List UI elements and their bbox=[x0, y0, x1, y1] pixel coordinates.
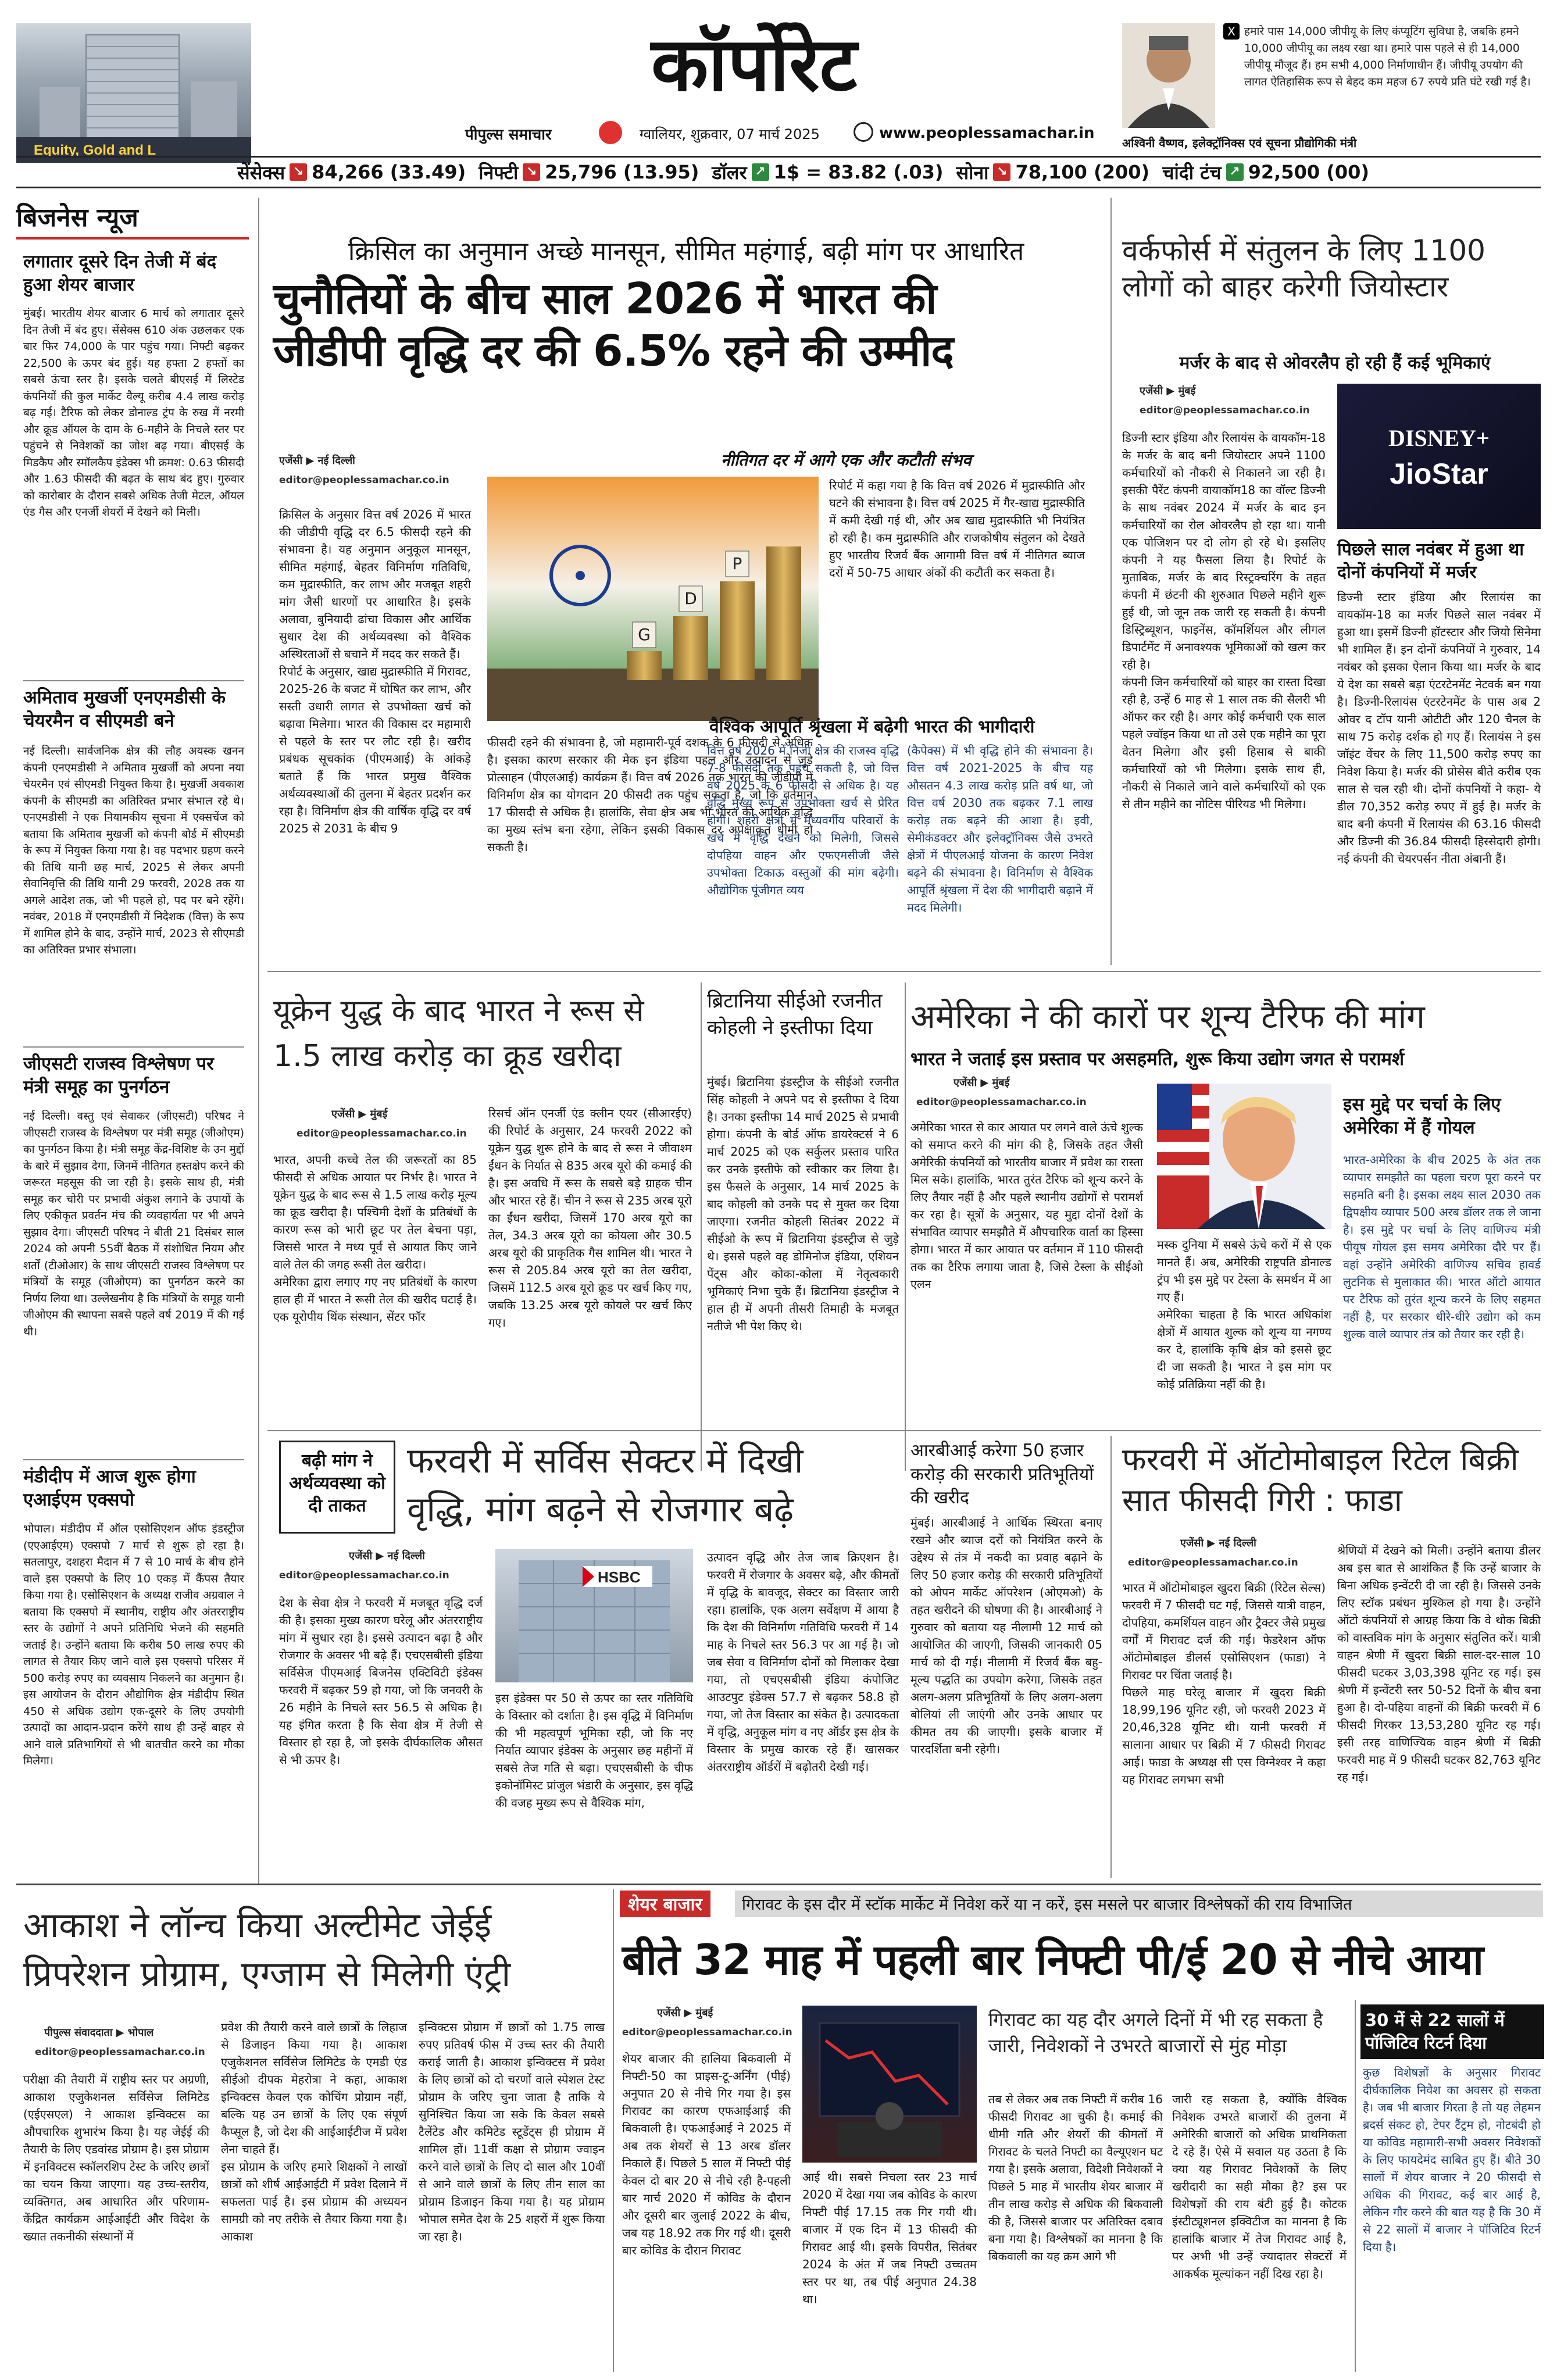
headline-share-market: लगातार दूसरे दिन तेजी में बंद हुआ शेयर बाजार bbox=[23, 251, 217, 296]
akash-byline: पीपुल्स संवाददाता ▶ भोपाल bbox=[44, 2027, 154, 2039]
divider bbox=[23, 680, 244, 681]
gdp-coins-image bbox=[487, 477, 819, 721]
section-rule bbox=[1110, 1430, 1541, 1431]
services-headline-line2: वृद्धि, मांग बढ़ने से रोजगार बढ़े bbox=[407, 1489, 794, 1530]
down-arrow-icon: ↘ bbox=[523, 163, 540, 181]
tariff-subhead: भारत ने जताई इस प्रस्ताव पर असहमति, शुरू किया उद्योग जगत से परामर्श bbox=[910, 1049, 1405, 1070]
rbi-headline: आरबीआई करेगा 50 हजार करोड़ की सरकारी प्रतिभूतियों की खरीद bbox=[910, 1441, 1094, 1508]
gdp-col3: रिपोर्ट में कहा गया है कि वित्त वर्ष 2026 में मुद्रास्फीति और घटने की संभावना है। वित्त वर्ष 2025 में गैर-खाद्य मुद्रास्फीति में कमी देखी गई थी, और अब खाद्य मुद्रास्फीति भी नियंत्रित हो रही है। कम मुद्रास्फीति और राजकोषीय संतुलन को देखते हुए भारतीय रिजर्व बैंक आगामी वित्त वर्ष में नीतिगत ब्याज दरों में 50-75 आधार अंकों की कटौती कर सकता है। bbox=[829, 478, 1085, 580]
britannia-headline: ब्रिटानिया सीईओ रजनीत कोहली ने इस्तीफा दिया bbox=[707, 989, 883, 1039]
tariff-email[interactable]: editor@peoplessamachar.co.in bbox=[916, 1096, 1087, 1108]
gdp-kicker: क्रिसिल का अनुमान अच्छे मानसून, सीमित महंगाई, बढ़ी मांग पर आधारित bbox=[348, 237, 1024, 266]
ticker-gold: सोना ↘ 78,100 (200) bbox=[956, 161, 1150, 184]
story-nmdc: नई दिल्ली। सार्वजनिक क्षेत्र की लौह अयस्क खनन कंपनी एनएमडीसी ने अमिताव मुखर्जी को अपना नया चेयरमैन एवं सीएमडी नियुक्त किया है। मुखर्जी अवकाश कंपनी के सीएमडी का अतिरिक्त प्रभार संभाल रहे थे। एनएमडीसी ने एक नियामकीय सूचना में एक्सचेंज को बताया कि अमिताव मुखर्जी को कंपनी बोर्ड में सीएमडी के रूप में नियुक्त किया गया है। वह पदभार ग्रहण करने की तिथि यानी छह मार्च, 2025 से लेकर अपनी सेवानिवृत्ति की तिथि यानी 29 फरवरी, 2028 तक या अगले आदेश तक, जो भी पहले हो, पद पर बने रहेंगे। नवंबर, 2018 में एनएमडीसी में निदेशक (वित्त) के रूप में शामिल होने के बाद, उन्होंने मार्च, 2023 से सीएमडी का अतिरिक्त प्रभार संभाला। bbox=[23, 745, 244, 956]
red-dot bbox=[599, 121, 622, 144]
headline-aim-expo: मंडीदीप में आज शुरू होगा एआईएम एक्सपो bbox=[23, 1466, 196, 1511]
goyal-side-story: भारत-अमेरिका के बीच 2025 के अंत तक व्यापार समझौते का पहला चरण पूरा करने पर सहमति बनी है। इसका लक्ष्य साल 2030 तक द्विपक्षीय व्यापार 500 अरब डॉलर तक ले जाना है। इस मुद्दे पर चर्चा के लिए वाणिज्य मंत्री पीयूष गोयल इस समय अमेरिका दौरे पर हैं। वहां उन्होंने अमेरिकी वाणिज्य सचिव हावर्ड लुटनिक से मुलाकात की। भारत ऑटो आयात पर टैरिफ को तुरंत शून्य करने के लिए सहमत नहीं है, पर सरकार धीरे-धीरे उद्योग को कम शुल्क वाले व्यापार तंत्र को तैयार कर रही है। bbox=[1343, 1153, 1541, 1341]
gdp-email[interactable]: editor@peoplessamachar.co.in bbox=[279, 474, 449, 486]
gdp-byline: एजेंसी ▶ नई दिल्ली bbox=[279, 455, 355, 467]
down-arrow-icon: ↘ bbox=[290, 163, 307, 181]
akash-col1: परीक्षा की तैयारी में राष्ट्रीय स्तर पर अग्रणी, आकाश एजुकेशनल सर्विसेज लिमिटेड (एईएसएल) ने आकाश इन्विक्टस का औपचारिक शुभारंभ किया है। यह जेईई की तैयारी के लिए एडवांस्ड प्रोग्राम है। इस प्रोग्राम में इनविक्टस स्कॉलरशिप टेस्ट के जरिए छात्रों का चयन किया जाएगा। यह उच्च-स्तरीय, व्यक्तिगत, अब आधारित और परिणाम-केंद्रित कार्यक्रम आईआईटी और विदेश के ख्यात तकनीकी संस्थानों में bbox=[23, 2072, 210, 2243]
market-col4: जारी रह सकता है, क्योंकि वैश्विक निवेशक उभरते बाजारों की तुलना में अमेरिकी बाजारों को अधिक प्राथमिकता दे रहे हैं। ऐसे में सवाल यह उठता है कि क्या यह गिरावट निवेशकों के लिए खरीदारी का सही मौका है? इस पर विशेषज्ञों की राय बंटी हुई है। कोटक इंस्टीट्यूशनल इक्विटीज का मानना है कि हालांकि बाजार में तेज गिरावट आई है, पर अभी भी उन्हें ज्यादातर सेक्टरों में आकर्षक मूल्यांकन नहीं दिख रहा है। bbox=[1172, 2092, 1347, 2281]
minister-quote: हमारे पास 14,000 जीपीयू के लिए कंप्यूटिंग सुविधा है, जबकि हमने 10,000 जीपीयू का लक्ष्य रखा था। हमारे पास पहले से ही 14,000 जीपीयू मौजूद हैं। हम सभी 4,000 निर्माणाधीन हैं। जीपीयू उपयोग की लागत ऐतिहासिक रूप से बेहद कम महज 67 रुपये प्रति घंटे रखी गई है। bbox=[1244, 25, 1531, 88]
section-rule bbox=[16, 1884, 1541, 1885]
column-rule bbox=[701, 982, 702, 1471]
auto-email[interactable]: editor@peoplessamachar.co.in bbox=[1128, 1557, 1298, 1568]
jio-col1: डिज्नी स्टार इंडिया और रिलायंस के वायकॉम-18 के मर्जर के बाद बनी जियोस्टार अपने 1100 कर्मचारियों को नौकरी से निकालने जा रही है। इसकी पैरेंट कंपनी वायाकॉम18 का वॉल्ट डिज्नी के साथ नवंबर 2024 में मर्जर के बाद इन कर्मचारियों का रोल ओवरलैप हो रहा था। यानी एक पोजिशन पर दो लोग हो रहे थे। इसलिए कंपनी ने यह फैसला लिया है। रिपोर्ट के मुताबिक, मर्जर के बाद रिस्ट्रक्चरिंग के तहत कंपनी में छंटनी की शुरुआत पिछले महीने शुरू हुई थी, जो जून तक जारी रह सकती है। कंपनी डिस्ट्रिब्यूशन, फाइनेंस, कॉमर्शियल और लीगल डिपार्टमेंट में अनावश्यक भूमिकाओं को खत्म कर रही है। कंपनी जिन कर्मचारियों को बाहर का रास्ता दिखा रही है, उन्हें 6 माह से 1 साल तक की सैलरी भी ऑफर कर रही है। अगर कोई कर्मचारी एक साल पहले ज्वॉइन किया था तो उसे एक महीने का पूरा वेतन मिलेगा और इसी हिसाब से बाकी कर्मचारियों को भी मिलेगा। इसके साथ ही, नौकरी से निकाले जाने वाले कर्मचारियों को एक से तीन महीने का नोटिस पीरियड भी मिलेगा। bbox=[1122, 431, 1326, 811]
column-rule bbox=[258, 198, 259, 1884]
akash-email[interactable]: editor@peoplessamachar.co.in bbox=[35, 2046, 205, 2058]
tariff-caption-text: मस्क दुनिया में सबसे ऊंचे करों में से एक मानते हैं। अब, अमेरिकी राष्ट्रपति डोनाल्ड ट्रंप भी इस मुद्दे पर टेस्ला के समर्थन में आ गए हैं। अमेरिका चाहता है कि भारत अधिकांश क्षेत्रों में आयात शुल्क को शून्य या नगण्य कर दे, हालांकि कृषि क्षेत्र को इससे छूट दी जा सकती है। भारत ने इस मांग पर कोई प्रतिक्रिया नहीं की है। bbox=[1157, 1238, 1331, 1391]
disney-plus-logo: DISNEY+ bbox=[1388, 425, 1490, 451]
gdp-col2: फीसदी रहने की संभावना है, जो महामारी-पूर्व दशक के 6 फीसदी से अधिक है। इसका कारण सरकार की मेक इन इंडिया पहल और उत्पादन से जुड़े प्रोत्साहन (पीएलआई) कार्यक्रम हैं। वित्त वर्ष 2026 तक भारत की जीडीपी में विनिर्माण क्षेत्र का योगदान 20 फीसदी तक पहुंच सकता है, जो कि वर्तमान 17 फीसदी से अधिक है। हालांकि, सेवा क्षेत्र अब भी भारत की आर्थिक वृद्धि का मुख्य स्तंभ बना रहेगा, लेकिन इसकी विकास दर अपेक्षाकृत धीमी हो सकती है। bbox=[487, 735, 813, 854]
divider bbox=[23, 1459, 244, 1460]
ticker-dollar: डॉलर ↗ 1$ = 83.82 (.03) bbox=[712, 161, 944, 184]
market-side-headline: 30 में से 22 सालों में पॉजिटिव रिटर्न दिया bbox=[1360, 2004, 1544, 2059]
story-aim-expo: भोपाल। मंडीदीप में ऑल एसोसिएशन ऑफ इंडस्ट्रीज (एएआईएम) एक्सपो 7 मार्च से शुरू हो रहा है। सतलापुर, दशहरा मैदान में 7 से 10 मार्च के बीच होने वाले इस एक्सपो के लिए 10 एकड़ में कैंपस तैयार किया गया है। एसोसिएशन के अध्यक्ष राजीव अग्रवाल ने बताया कि एक्सपो में स्थानीय, राष्ट्रीय और अंतरराष्ट्रीय स्तर के उद्योगों ने अपने प्रतिनिधि भेजने की सहमति जताई है। उन्होंने बताया कि करीब 50 लाख रुपए की लागत से तैयार किए जाने वाले इस एक्सपो परिसर में 500 करोड़ रुपए का व्यवसाय निकलने का अनुमान है। इस आयोजन के दौरान औद्योगिक क्षेत्र मंडीदीप स्थित 450 से अधिक उद्योग एक-दूसरे के लिए उपयोगी उत्पादों का आदान-प्रदान करेंगे साथ ही उन्हें बाहर से आने वाले प्रतिभागियों से भी बातचीत करने का मौका मिलेगा। bbox=[23, 1523, 244, 1767]
market-side-story: कुछ विशेषज्ञों के अनुसार गिरावट दीर्घकालिक निवेश का अवसर हो सकता है। जब भी बाजार गिरता है तो यह लेहमन ब्रदर्स संकट हो, टेपर टैंट्रम हो, नोटबंदी हो या कोविड महामारी-सभी अवसर निवेशकों के लिए फायदेमंद साबित हुए हैं। बीते 30 सालों में शेयर बाजार ने 20 फीसदी से अधिक की गिरावट, कई बार आई है, लेकिन गौर करने की बात यह है कि 30 में से 22 सालों में बाजार ने पॉजिटिव रिटर्न दिया है। bbox=[1363, 2065, 1541, 2254]
crude-col2: रिसर्च ऑन एनर्जी एंड क्लीन एयर (सीआरईए) की रिपोर्ट के अनुसार, 24 फरवरी 2022 को यूक्रेन युद्ध शुरू होने के बाद से रूस ने जीवाश्म ईंधन के निर्यात से 835 अरब यूरो की कमाई की है। इस अवधि में रूस के सबसे बड़े ग्राहक चीन और भारत रहे हैं। चीन ने रूस से 235 अरब यूरो का ईंधन खरीदा, जिसमें 170 अरब यूरो का तेल, 34.3 अरब यूरो का कोयला और 30.5 अरब यूरो की प्राकृतिक गैस शामिल थी। भारत ने रूस से 205.84 अरब यूरो का तेल खरीदा, जिसमें 112.5 अरब यूरो क्रूड पर खर्च किए गए, जबकि 13.25 अरब यूरो कोयले पर खर्च किए गए। bbox=[488, 1106, 692, 1330]
story-gst: नई दिल्ली। वस्तु एवं सेवाकर (जीएसटी) परिषद ने जीएसटी राजस्व के विश्लेषण पर मंत्री समूह (जीओएम) का पुनर्गठन किया है। मंत्री समूह केंद्र-विशिष्ट के उन मुद्दों के बारे में सुझाव देगा, जिनमें नीतिगत हस्तक्षेप करने की जरूरत महसूस की जा रही है। इसके साथ ही, मंत्री समूह कर चोरी पर प्रभावी अंकुश लगाने के उपायों के लिए एकीकृत प्रवर्तन मंच की व्यवहार्यता पर भी अपने सुझाव देगा। जीएसटी परिषद ने बीती 21 दिसंबर साल 2024 को अपनी 55वीं बैठक में संशोधित नियम और शर्तों (टीओआर) के साथ जीएसटी राजस्व विश्लेषण पर मंत्रियों के समूह (जीओएम) का पुनर्गठन करने का निर्णय लिया था। उल्लेखनीय है कि मंत्रियों के समूह यानी जीओएम की स्थापना सबसे पहले वर्ष 2019 में की गई थी। bbox=[23, 1110, 244, 1338]
tariff-headline: अमेरिका ने की कारों पर शून्य टैरिफ की मांग bbox=[910, 998, 1425, 1036]
jio-col2: डिज्नी स्टार इंडिया और रिलायंस का वायकॉम-18 का मर्जर पिछले साल नवंबर में हुआ था। इसमें डिज्नी हॉटस्टार और जियो सिनेमा भी शामिल हैं। इन दोनों कंपनियों ने गुरुवार, 14 नवंबर को इसका ऐलान किया था। मर्जर के बाद ये देश का सबसे बड़ा एंटरटेनमेंट नेटवर्क बन गया है। डिज्नी-रिलायंस एंटरटेनमेंट के पास अब 2 ओवर द टॉप यानी ओटीटी और 120 चैनल के साथ 75 करोड़ दर्शक हो गए हैं। रिलायंस ने इस जॉइंट वेंचर के लिए 11,500 करोड़ रुपए का निवेश किया है। मर्जर की प्रोसेस बीते करीब एक साल से चल रही थी। दोनों कंपनियों ने कहा- ये डील 70,352 करोड़ रुपए में हुई है। मर्जर के बाद बनी कंपनी में रिलायंस की 63.16 फीसदी और डिज्नी की 36.84 फीसदी हिस्सेदारी होगी। नई कंपनी की चेयरपर्सन नीता अंबानी हैं। bbox=[1337, 590, 1541, 866]
market-col1: शेयर बाजार की हालिया बिकवाली में निफ्टी-50 का प्राइस-टू-अर्निंग (पीई) अनुपात 20 से नीचे गिर गया है। इस गिरावट का कारण एफआईआई की बिकवाली है। एफआईआई ने 2025 में अब तक शेयरों से 13 अरब डॉलर निकाले हैं। पिछले 5 साल में निफ्टी पीई केवल दो बार 20 से नीचे रही है-पहली बार मार्च 2020 में कोविड के दौरान और दूसरी बार जुलाई 2022 के बीच, जब यह 18.92 तक गिर गई थी। दूसरी बार कोविड के दौरान गिरावट bbox=[622, 2052, 791, 2257]
market-byline: एजेंसी ▶ मुंबई bbox=[657, 2007, 713, 2019]
jio-byline: एजेंसी ▶ मुंबई bbox=[1140, 385, 1196, 397]
section-title: कॉर्पोरेट bbox=[651, 22, 858, 108]
market-strap: गिरावट के इस दौर में स्टॉक मार्केट में निवेश करें या न करें, इस मसले पर बाजार विश्लेषकों की राय विभाजित bbox=[735, 1891, 1543, 1917]
hsbc-sign: HSBC bbox=[598, 1568, 641, 1586]
crude-byline: एजेंसी ▶ मुंबई bbox=[331, 1108, 388, 1120]
section-rule bbox=[267, 971, 1541, 972]
tariff-byline: एजेंसी ▶ मुंबई bbox=[954, 1077, 1010, 1089]
akash-headline: आकाश ने लॉन्च किया अल्टीमेट जेईई प्रिपरेशन प्रोग्राम, एग्जाम से मिलेगी एंट्री bbox=[23, 1905, 511, 1995]
jio-headline: वर्कफोर्स में संतुलन के लिए 1100 लोगों को बाहर करेगी जियोस्टार bbox=[1122, 234, 1485, 303]
column-rule bbox=[1355, 2000, 1356, 2372]
jio-subhead: मर्जर के बाद से ओवरलैप हो रही हैं कई भूमिकाएं bbox=[1179, 353, 1491, 373]
crude-headline: यूक्रेन युद्ध के बाद भारत ने रूस से 1.5 लाख करोड़ का क्रूड खरीदा bbox=[273, 994, 644, 1074]
crude-email[interactable]: editor@peoplessamachar.co.in bbox=[297, 1128, 467, 1139]
market-tag: शेयर बाजार bbox=[620, 1891, 710, 1917]
gdp-col1: क्रिसिल के अनुसार वित्त वर्ष 2026 में भारत की जीडीपी वृद्धि दर 6.5 फीसदी रहने की संभावना है। यह अनुमान अनुकूल मानसून, सीमित महंगाई, बेहतर विनिर्माण गतिविधि, कम मुद्रास्फीति, कर लाभ और मजबूत शहरी मांग जैसी धारणों पर आधारित है। इसके अलावा, बुनियादी ढांचा विकास और आर्थिक सुधार देश की अर्थव्यवस्था को वैश्विक अस्थिरताओं से बचाने में मदद कर सकते हैं। रिपोर्ट के अनुसार, खाद्य मुद्रास्फीति में गिरावट, 2025-26 के बजट में घोषित कर लाभ, और सस्ती उधारी लागत से उपभोक्ता खर्च को बढ़ावा मिलेगा। भारत की विकास दर महामारी से पहले के स्तर पर लौट रही है। खरीद प्रबंधक सूचकांक (पीएमआई) के आंकड़े बताते हैं कि भारत प्रमुख वैश्विक अर्थव्यवस्थाओं की तुलना में बेहतर प्रदर्शन कर रहा है। विनिर्माण क्षेत्र की वार्षिक वृद्धि दर वर्ष 2025 से 2031 के बीच 9 bbox=[279, 508, 471, 835]
market-col2: आई थी। सबसे निचला स्तर 23 मार्च 2020 में देखा गया जब कोविड के कारण निफ्टी पीई 17.15 तक गिर गयी थी। बाजार में एक दिन में 13 फीसदी की गिरावट आई थी। इसके विपरीत, सितंबर 2024 के अंत में जब निफ्टी उच्चतम स्तर पर था, तब पीई अनुपात 24.38 था। bbox=[802, 2170, 977, 2306]
gdp-col4: वित्त वर्ष 2026 में निजी क्षेत्र की राजस्व वृद्धि 7-8 फीसदी तक पहुंच सकती है, जो वित्त वर्ष 2025 के 6 फीसदी से अधिक है। यह वृद्धि मुख्य रूप से उपभोक्ता खर्च से प्रेरित होगी। शहरी क्षेत्रों में मध्यवर्गीय परिवारों के खर्च में वृद्धि देखने को मिलेगी, जिससे दोपहिया वाहन और एफएमसीजी जैसे उपभोक्ता टिकाऊ वस्तुओं की मांग बढ़ेगी। औद्योगिक पूंजीगत व्यय bbox=[707, 744, 899, 897]
svg-text:P: P bbox=[732, 554, 742, 573]
crude-col1: भारत, अपनी कच्चे तेल की जरूरतों का 85 फीसदी से अधिक आयात पर निर्भर है। भारत ने यूक्रेन युद्ध के बाद रूस से 1.5 लाख करोड़ मूल्य का क्रूड खरीदा है। पश्चिमी देशों के प्रतिबंधों के कारण रूस को भारी छूट पर तेल बेचना पड़ा, जिससे भारत ने मध्य पूर्व से आयात किए जाने वाले तेल की जगह रूसी तेल खरीदा। अमेरिका द्वारा लगाए गए नए प्रतिबंधों के कारण हाल ही में भारत ने रूसी तेल की खरीद घटाई है। एक यूरोपीय थिंक संस्थान, सेंटर फॉर bbox=[273, 1153, 477, 1324]
stock-exchange-photo bbox=[16, 23, 251, 163]
column-rule bbox=[1110, 1436, 1112, 1878]
jiostar-logo-box bbox=[1337, 384, 1541, 529]
britannia-story: मुंबई। ब्रिटानिया इंडस्ट्रीज के सीईओ रजनीत सिंह कोहली ने अपने पद से इस्तीफा दे दिया है। उनका इस्तीफा 14 मार्च 2025 से प्रभावी होगा। कंपनी के बोर्ड ऑफ डायरेक्टर्स ने 6 मार्च 2025 को एक सर्कुलर प्रस्ताव पारित कर उनके इस्तीफे को स्वीकार कर लिया है। इस फैसले के अनुसार, 14 मार्च 2025 के बाद कोहली को उनके पद से मुक्त कर दिया जाएगा। रजनीत कोहली सितंबर 2022 में सीईओ के रूप में ब्रिटानिया इंडस्ट्रीज से जुड़े थे। इससे पहले वह डोमिनोज इंडिया, एशियन पेंट्स और कोका-कोला में नेतृत्वकारी भूमिकाएं निभा चुके हैं। ब्रिटानिया इंडस्ट्रीज ने हाल ही में अपनी तीसरी तिमाही के मजबूत नतीजे भी पेश किए थे। bbox=[707, 1075, 899, 1333]
services-headline-line1: फरवरी में सर्विस सेक्टर में दिखी bbox=[407, 1441, 804, 1481]
up-arrow-icon: ↗ bbox=[1226, 163, 1244, 181]
market-deck: गिरावट का यह दौर अगले दिनों में भी रह सकता है जारी, निवेशकों ने उभरते बाजारों से मुंह मोड़ा bbox=[988, 2009, 1323, 2057]
goyal-side-headline: इस मुद्दे पर चर्चा के लिए अमेरिका में हैं गोयल bbox=[1343, 1094, 1501, 1139]
gdp-headline-line1: चुनौतियों के बीच साल 2026 में भारत की bbox=[273, 274, 937, 324]
tariff-col1: अमेरिका भारत से कार आयात पर लगने वाले ऊंचे शुल्क को समाप्त करने की मांग की है, जिसके तहत जैसी अमेरिकी कंपनियों को भारतीय बाजार में प्रवेश का रास्ता मिल सके। हालांकि, भारत तुरंत टैरिफ को शून्य करने के लिए तैयार नहीं है और पहले स्थानीय उद्योगों से परामर्श कर रहा है। सूत्रों के अनुसार, यह मुद्दा दोनों देशों के संभावित व्यापार समझौते में औपचारिक वार्ता का हिस्सा होगा। भारत में कार आयात पर वर्तमान में 110 फीसदी तक का टैरिफ लगाया जाता है, जिसे टेस्ला के सीईओ एलन bbox=[910, 1120, 1143, 1291]
divider bbox=[23, 1046, 244, 1048]
headline-gst: जीएसटी राजस्व विश्लेषण पर मंत्री समूह का पुनर्गठन bbox=[23, 1053, 214, 1098]
market-headline: बीते 32 माह में पहली बार निफ्टी पी/ई 20 से नीचे आया bbox=[622, 1935, 1483, 1984]
gdp-subhead: वैश्विक आपूर्ति श्रृंखला में बढ़ेगी भारत की भागीदारी bbox=[709, 717, 1035, 737]
up-arrow-icon: ↗ bbox=[752, 163, 769, 181]
column-rule bbox=[613, 1889, 614, 2372]
gdp-col5: (कैपेक्स) में भी वृद्धि होने की संभावना है। वित्त वर्ष 2021-2025 के बीच यह औसतन 4.3 लाख करोड़ प्रति वर्ष था, जो वित्त वर्ष 2030 तक बढ़कर 7.1 लाख करोड़ तक बढ़ने की आशा है। इवी, सेमीकंडक्टर और इलेक्ट्रॉनिक्स जैसे उभरते क्षेत्रों में पीएलआई योजना के कारण निवेश बढ़ने की संभावना है। विनिर्माण से वैश्विक आपूर्ति श्रृंखला में देश की भागीदारी बढ़ाने में मदद मिलेगी। bbox=[907, 744, 1093, 914]
market-col3: तब से लेकर अब तक निफ्टी में करीब 16 फीसदी गिरावट आ चुकी है। कमाई की धीमी गति और शेयरों की कीमतों में गिरावट के चलते निफ्टी का वैल्यूएशन घट गया है। इसके अलावा, विदेशी निवेशकों ने पिछले 5 माह में भारतीय शेयर बाजार में तीन लाख करोड़ से अधिक की बिकवाली की है, जिससे बाजार पर अतिरिक्त दबाव बना गया है। विश्लेषकों का मानना है कि बिकवाली का यह क्रम आगे भी bbox=[988, 2092, 1163, 2263]
stock-sign: Equity, Gold and L bbox=[34, 142, 156, 158]
jiostar-logo: JioStar bbox=[1390, 458, 1488, 490]
ticker-silver: चांदी टंच ↗ 92,500 (00) bbox=[1162, 161, 1370, 184]
bse-bull-photo bbox=[802, 2006, 977, 2163]
quote-author: अश्विनी वैष्णव, इलेक्ट्रॉनिक्स एवं सूचना प्रौद्योगिकी मंत्री bbox=[1122, 136, 1357, 150]
services-byline: एजेंसी ▶ नई दिल्ली bbox=[349, 1550, 425, 1562]
x-logo-icon: X bbox=[1223, 23, 1240, 40]
services-col3: उत्पादन वृद्धि और तेज जाब क्रिएशन है। फरवरी में रोजगार के अवसर बढ़े, और कीमतों में वृद्धि के बावजूद, सेक्टर का विस्तार जारी रहा। हालांकि, एक अलग सर्वेक्षण में आया है कि देश की विनिर्माण गतिविधि फरवरी में 14 माह के निचले स्तर 56.3 पर आ गई है। जो जब सेवा व विनिर्माण दोनों को मिलाकर देखा गया, तो एचएसबीसी इंडिया कंपोजिट आउटपुट इंडेक्स 57.7 से बढ़कर 58.8 हो गया, जो तेज विस्तार का संकेत है। उत्पादकता में वृद्धि, अनुकूल मांग व नए ऑर्डर इस क्षेत्र के विस्तार के प्रमुख कारक रहे हैं। खासकर अंतरराष्ट्रीय ऑर्डरों में बढ़ोतरी देखी गई। bbox=[707, 1550, 899, 1774]
market-ticker bbox=[16, 156, 1541, 188]
gdp-image-caption: नीतिगत दर में आगे एक और कटौती संभव bbox=[721, 451, 972, 470]
website-link[interactable]: www.peoplessamachar.in bbox=[879, 124, 1095, 142]
section-rule bbox=[267, 1430, 1110, 1431]
jio-side-headline: पिछले साल नवंबर में हुआ था दोनों कंपनियों में मर्जर bbox=[1337, 539, 1524, 583]
trump-photo bbox=[1157, 1084, 1331, 1229]
gdp-headline-line2: जीडीपी वृद्धि दर की 6.5% रहने की उम्मीद bbox=[273, 326, 954, 376]
jio-email[interactable]: editor@peoplessamachar.co.in bbox=[1140, 405, 1310, 416]
services-col2: इस इंडेक्स पर 50 से ऊपर का स्तर गतिविधि के विस्तार को दर्शाता है। इस वृद्धि में विनिर्माण की भी महत्वपूर्ण भूमिका रही, जो कि नए निर्यात व्यापार इंडेक्स के अनुसार छह महीनों में सबसे तेज गति से बढ़ा। एचएसबीसी के चीफ इकोनॉमिस्ट प्रांजुल भंडारी के अनुसार, इस वृद्धि की वजह मुख्य रूप से वैश्विक मांग, bbox=[495, 1691, 693, 1810]
building-illustration bbox=[16, 23, 251, 163]
column-rule bbox=[1110, 198, 1112, 965]
market-email[interactable]: editor@peoplessamachar.co.in bbox=[622, 2027, 792, 2038]
paper-name: पीपुल्स समाचार bbox=[465, 126, 552, 144]
svg-text:D: D bbox=[684, 589, 697, 608]
ticker-nifty: निफ्टी ↘ 25,796 (13.95) bbox=[478, 161, 699, 184]
auto-byline: एजेंसी ▶ नई दिल्ली bbox=[1180, 1537, 1256, 1549]
down-arrow-icon: ↘ bbox=[993, 163, 1010, 181]
akash-col3: इन्विक्टस प्रोग्राम में छात्रों को 1.75 लाख रुपए प्रतिवर्ष फीस में उच्च स्तर की तैयारी कराई जाती है। आकाश इन्विक्टस में प्रवेश के लिए छात्रों को दो चरणों वाले स्पेशल टेस्ट प्रोग्राम के जरिए चुना जाता है ताकि ये सुनिश्चित किया जा सके कि केवल सबसे टैलेंटेड और कमिटेड स्टूडेंट्स ही प्रोग्राम में शामिल हों। 11वीं कक्षा से प्रोग्राम ज्वाइन करने वाले छात्रों के लिए दो साल और 10वीं से आने वाले छात्रों के लिए तीन साल का प्रोग्राम डिजाइन किया गया है। यह प्रोग्राम भोपाल समेत देश के 25 शहरों में शुरू किया जा रहा है। bbox=[419, 2020, 605, 2243]
services-col1: देश के सेवा क्षेत्र ने फरवरी में मजबूत वृद्धि दर्ज की है। इसका मुख्य कारण घरेलू और अंतरराष्ट्रीय मांग में सुधार रहा है। इससे उत्पादन बढ़ा है और रोजगार के अवसर भी बढ़े हैं। एचएसबीसी इंडिया सर्विसेज पीएमआई बिजनेस एक्टिविटी इंडेक्स फरवरी में बढ़कर 59 हो गया, जो कि जनवरी के 26 महीने के निचले स्तर 56.5 से अधिक है। यह इंगित करता है कि सेवा क्षेत्र में तेजी से विस्तार हो रहा है, जो इसके दीर्घकालिक औसत से भी ऊपर है। bbox=[279, 1596, 483, 1767]
dateline: ग्वालियर, शुक्रवार, 07 मार्च 2025 bbox=[640, 126, 820, 142]
auto-headline: फरवरी में ऑटोमोबाइल रिटेल बिक्री सात फीसदी गिरी : फाडा bbox=[1122, 1441, 1519, 1519]
akash-col2: प्रवेश की तैयारी करने वाले छात्रों के लिहाज से डिजाइन किया गया है। आकाश एजुकेशनल सर्विसेज लिमिटेड के एमडी एंड सीईओ दीपक मेहरोत्रा ने कहा, आकाश इन्विक्टस केवल एक कोचिंग प्रोग्राम नहीं, बल्कि यह उन छात्रों के लिए एक संपूर्ण कैप्सूल है, जो देश की आईआईटीज में प्रवेश लेना चाहते हैं। इस प्रोग्राम के जरिए हमारे शिक्षकों ने लाखों छात्रों को शीर्ष आईआईटी में प्रवेश दिलाने में सफलता पाई है। इस प्रोग्राम की अध्ययन सामग्री को नए तरीके से तैयार किया गया है। आकाश bbox=[221, 2020, 407, 2243]
auto-col1: भारत में ऑटोमोबाइल खुदरा बिक्री (रिटेल सेल्स) फरवरी में 7 फीसदी घट गई, जिससे यात्री वाहन, दोपहिया, कमर्शियल वाहन और ट्रैक्टर जैसे प्रमुख वर्गों में गिरावट दर्ज की गई। फेडरेशन ऑफ ऑटोमोबाइल डीलर्स एसोसिएशन (फाडा) ने गिरावट पर चिंता जताई है। पिछले माह घरेलू बाजार में खुदरा बिक्री 18,99,196 यूनिट रही, जो फरवरी 2023 में 20,46,328 यूनिट थी। यानी फरवरी में सालाना आधार पर बिक्री में 7 फीसदी गिरावट आई। फाडा के अध्यक्ष सी एस विग्नेश्वर ने कहा यह गिरावट लगभग सभी bbox=[1122, 1581, 1326, 1786]
globe-icon bbox=[854, 122, 873, 142]
rbi-story: मुंबई। आरबीआई ने आर्थिक स्थिरता बनाए रखने और ब्याज दरों को नियंत्रित करने के उद्देश्य से तंत्र में नकदी का प्रवाह बढ़ाने के लिए 50 हजार करोड़ की सरकारी प्रतिभूतियों को ओपन मार्केट ऑपरेशन (ओएमओ) के तहत खरीदने की घोषणा की है। आरबीआई ने गुरुवार को बताया यह नीलामी 12 मार्च को आयोजित की जाएगी, जिसकी जानकारी 05 मार्च को दी गई। नीलामी में रिजर्व बैंक बहु-मूल्य पद्धति का उपयोग करेगा, जिसके तहत अलग-अलग प्रतिभूतियों के लिए अलग-अलग बोलियां ली जाएंगी और उनके आधार पर कीमत तय की जाएगी। इसके बाजार में पारदर्शिता बनी रहेगी। bbox=[910, 1516, 1102, 1756]
ticker-sensex: सेंसेक्स ↘ 84,266 (33.49) bbox=[237, 161, 466, 184]
column-rule bbox=[905, 982, 906, 1471]
services-email[interactable]: editor@peoplessamachar.co.in bbox=[279, 1570, 449, 1581]
hsbc-building-photo bbox=[495, 1549, 693, 1682]
svg-text:G: G bbox=[638, 625, 651, 644]
auto-col2: श्रेणियों में देखने को मिली। उन्होंने बताया डीलर अब इस बात से आशंकित हैं कि उन्हें बाजार के बिना अधिक इन्वेंटरी दी जा रही है। जिससे उनके लिए स्टॉक प्रबंधन मुश्किल हो गया है। उन्होंने ऑटो कंपनियों से आग्रह किया कि वे थोक बिक्री को वास्तविक मांग के अनुसार संतुलित करें। यात्री वाहन श्रेणी में खुदरा बिक्री साल-दर-साल 10 फीसदी घटकर 3,03,398 यूनिट रह गई। इस श्रेणी में इन्वेंटरी स्तर 50-52 दिनों के बीच बना हुआ है। दो-पहिया वाहनों की बिक्री फरवरी में 6 फीसदी गिरकर 13,53,280 यूनिट रह गई। इसी तरह वाणिज्यिक वाहन श्रेणी में बिक्री फरवरी माह में 9 फीसदी घटकर 82,763 यूनिट रह गई। bbox=[1337, 1543, 1541, 1784]
services-boxed-kicker: बढ़ी मांग ने अर्थव्यवस्था को दी ताकत bbox=[279, 1441, 395, 1534]
business-news-label: बिजनेस न्यूज bbox=[16, 199, 249, 240]
headline-nmdc: अमिताव मुखर्जी एनएमडीसी के चेयरमैन व सीएमडी बने bbox=[23, 687, 226, 732]
story-share-market: मुंबई। भारतीय शेयर बाजार 6 मार्च को लगातार दूसरे दिन तेजी में बंद हुए। सेंसेक्स 610 अंक उछलकर एक बार फिर 74,000 के पार पहुंच गया। निफ्टी बढ़कर 22,500 के ऊपर बंद हुई। यह हफ्ता 2 हफ्तों का सबसे ऊंचा स्तर है। इसके चलते बीएसई में लिस्टेड कंपनियों की कुल मार्केट वैल्यू करीब 4.4 लाख करोड़ बढ़ गई। टैरिफ को लेकर डोनाल्ड ट्रंप के रुख में नरमी और क्रूड ऑयल के दाम के 6-महीने के निचले स्तर पर पहुंचने से निवेशकों का जोश बढ़ गया। बीएसई के मिडकैप और स्मॉलकैप इंडेक्स भी क्रमश: 0.63 फीसदी और 1.63 फीसदी की बढ़त के साथ बंद हुए। गुरुवार को कारोबार के दौरान सबसे अधिक तेजी मेटल, ऑयल एंड गैस और एनर्जी शेयरों में देखने को मिली। bbox=[23, 307, 244, 519]
minister-photo bbox=[1122, 23, 1215, 128]
